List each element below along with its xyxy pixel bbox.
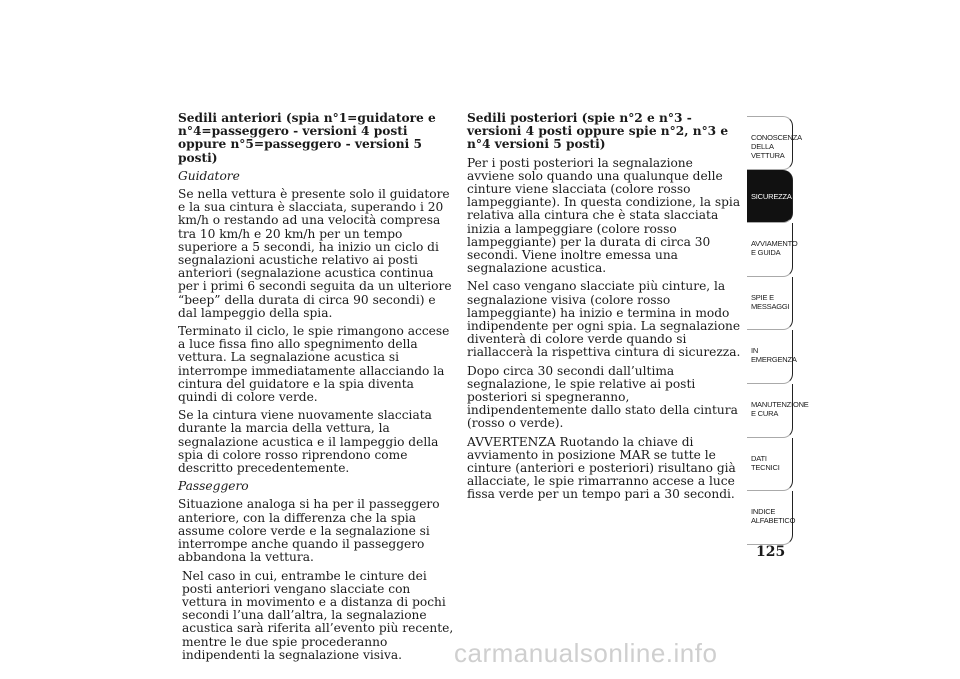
- tab-spie-e-messaggi[interactable]: SPIE E MESSAGGI: [747, 277, 793, 331]
- driver-paragraph: Se nella vettura è presente solo il guidatore e la sua cintura è slacciata, superando i 20 km/h o restando ad una velocità compresa tra 10 km/h e 20 km/h per un tempo superiore a 5 secondi, ha inizio un ciclo di segnalazioni acustiche relativo ai posti anteriori (segnalazione acustica continua per i primi 6 secondi seguita da un ulteriore “beep” della durata di circa 90 secondi) e dal lampeggio della spia.: [178, 187, 452, 320]
- warning-paragraph: AVVERTENZA Ruotando la chiave di avviamento in posizione MAR se tutte le cinture (anteriori e posteriori) risultano già allacciate, le spie rimarranno accese a luce fissa verde per un tempo pari a 30 secondi.: [467, 434, 736, 502]
- passenger-subheading: Passeggero: [178, 479, 249, 494]
- note-paragraph: Nel caso in cui, entrambe le cinture dei posti anteriori vengano slacciate con vettura in movimento e a distanza di pochi secondi l’una dall’altra, la segnalazione acustica sarà riferita all’evento più recente, mentre le due spie procederanno indipendenti la segnalazione visiva.: [182, 568, 454, 662]
- rear-paragraph: Dopo circa 30 secondi dall’ultima segnalazione, le spie relative ai posti posteriori si spegneranno, indipendentemente dallo stato della cintura (rosso o verde).: [467, 363, 738, 431]
- tab-in-emergenza[interactable]: IN EMERGENZA: [747, 330, 793, 384]
- tab-indice-alfabetico[interactable]: INDICE ALFABETICO: [747, 491, 793, 545]
- page-number: 125: [756, 544, 786, 560]
- tab-manutenzione-e-cura[interactable]: MANUTENZIONE E CURA: [747, 384, 793, 438]
- driver-paragraph: Terminato il ciclo, le spie rimangono accese a luce fissa fino allo spegnimento della vettura. La segnalazione acustica si interrompe immediatamente allacciando la cintura del guidatore e la spia diventa quindi di colore verde.: [178, 324, 450, 405]
- chapter-tabs: [747, 116, 809, 545]
- tab-dati-tecnici[interactable]: DATI TECNICI: [747, 438, 793, 492]
- driver-subheading: Guidatore: [178, 168, 240, 183]
- driver-paragraph: Se la cintura viene nuovamente slacciata durante la marcia della vettura, la segnalazione acustica e il lampeggio della spia di colore rosso riprendono come descritto precedentemente.: [178, 408, 439, 476]
- front-seats-heading: Sedili anteriori (spia n°1=guidatore e n°4=passeggero - versioni 4 posti oppure n°5=passeggero - versioni 5 posti): [178, 111, 436, 165]
- watermark-text: carmanualsonline.info: [454, 638, 718, 668]
- rear-seats-heading: Sedili posteriori (spie n°2 e n°3 - versioni 4 posti oppure spie n°2, n°3 e n°4 versioni 5 posti): [467, 111, 729, 152]
- tab-avviamento-e-guida[interactable]: AVVIAMENTO E GUIDA: [747, 223, 793, 277]
- passenger-paragraph: Situazione analoga si ha per il passeggero anteriore, con la differenza che la spia assume colore verde e la segnalazione si interrompe anche quando il passeggero abbandona la vettura.: [178, 497, 440, 565]
- rear-paragraph: Per i posti posteriori la segnalazione avviene solo quando una qualunque delle cinture viene slacciata (colore rosso lampeggiante). In questa condizione, la spia relativa alla cintura che è stata slacciata inizia a lampeggiare (colore rosso lampeggiante) per la durata di circa 30 secondi. Viene inoltre emessa una segnalazione acustica.: [467, 155, 741, 276]
- tab-sicurezza[interactable]: SICUREZZA: [747, 170, 793, 224]
- right-column: [467, 112, 743, 507]
- left-column: [178, 112, 456, 667]
- tab-conoscenza-della-vettura[interactable]: CONOSCENZA DELLA VETTURA: [747, 116, 793, 170]
- rear-paragraph: Nel caso vengano slacciate più cinture, la segnalazione visiva (colore rosso lampeggiante) ha inizio e termina in modo indipendente per ogni spia. La segnalazione diventerà di colore verde quando si riallaccerà la rispettiva cintura di sicurezza.: [467, 279, 741, 360]
